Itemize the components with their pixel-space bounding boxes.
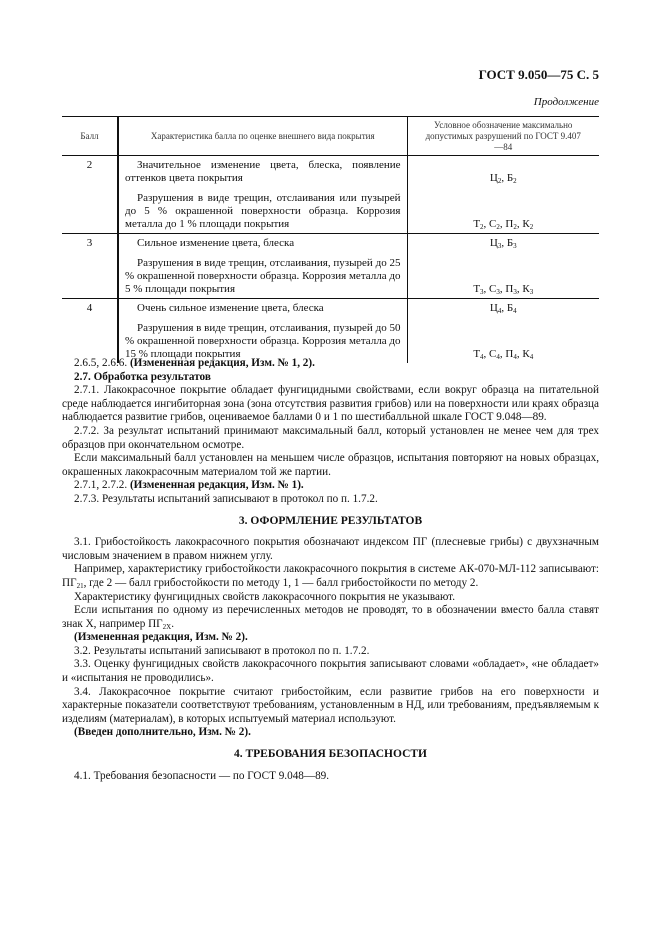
paragraph: 2.7.2. За результат испытаний принимают максимальный балл, который установлен не менее чем для трех образцов при окончательном осмотре.: [62, 424, 599, 451]
paragraph: Если испытания по одному из перечисленных методов не проводят, то в обозначении вместо балла ставят знак X, например $ПГ_{2X}$.: [62, 604, 599, 631]
paragraph: 3.1. Грибостойкость лакокрасочного покрытия обозначают индексом ПГ (плесневые грибы) с двухзначным числовым значением в правом нижнем углу.: [62, 536, 599, 562]
score-table: [62, 116, 599, 363]
paragraph: 2.6.5, 2.6.6. (Измененная редакция, Изм. № 1, 2).: [74, 357, 315, 369]
designation: $П_2$: [505, 218, 517, 231]
paragraph: Если максимальный балл установлен на меньшем числе образцов, испытания повторяют на новых образцах, окрашенных лакокрасочным материалом той же партии.: [62, 452, 599, 478]
table-row: [62, 299, 599, 364]
table-row: [62, 234, 599, 299]
paragraph: Например, характеристику грибостойкости лакокрасочного покрытия в системе АК-070-МЛ-112 записывают: $ПГ_{21}$, где 2 — балл грибостойкости по методу 1, 1 — балл грибостойкости по методу 2.: [62, 563, 599, 590]
designation-cell: $Ц_3$, $Б_3$ $Т_3$, $С_3$, $П_3$, $К_3$: [407, 234, 599, 299]
description-cell: Очень сильное изменение цвета, блеска Разрушения в виде трещин, отслаивания, пузырей до 50 % окрашенной поверхности образца. Коррозия металла до 15 % площади покрытия: [125, 302, 401, 360]
designation: $К_4$: [522, 348, 534, 361]
section-heading-2-7: 2.7. Обработка результатов: [74, 370, 211, 383]
section-heading-4: 4. ТРЕБОВАНИЯ БЕЗОПАСНОСТИ: [233, 748, 428, 761]
paragraph: 3.3. Оценку фунгицидных свойств лакокрасочного покрытия записывают словами «обладает», «не обладает» и «испытания не проводились».: [62, 658, 599, 685]
col-header-description: Характеристика балла по оценке внешнего вида покрытия: [118, 117, 407, 156]
amendment-note: (Введен дополнительно, Изм. № 2).: [74, 726, 251, 739]
designation: $Б_4$: [506, 302, 517, 315]
designation: $П_3$: [505, 283, 517, 296]
description-cell: Сильное изменение цвета, блеска Разрушения в виде трещин, отслаивания, пузырей до 25 % окрашенной поверхности образца. Коррозия металла до 5 % площади покрытия: [125, 237, 401, 295]
score-cell: 2: [62, 156, 118, 234]
designation: $Ц_3$: [489, 237, 502, 250]
score-cell: 4: [62, 299, 118, 364]
amendment-note: (Измененная редакция, Изм. № 2).: [74, 631, 248, 644]
description-cell: Значительное изменение цвета, блеска, появление оттенков цвета покрытия Разрушения в виде трещин, отслаивания или пузырей до 5 % окрашенной поверхности образца. Коррозия металла до 1 % площади покрытия: [125, 159, 401, 230]
page-header: ГОСТ 9.050—75 С. 5: [478, 67, 599, 82]
paragraph: 3.2. Результаты испытаний записывают в протокол по п. 1.7.2.: [74, 644, 370, 657]
paragraph: 3.4. Лакокрасочное покрытие считают грибостойким, если развитие грибов на его поверхности и характерные показатели соответствуют требованиям, установленным в НД, или требованиям, предъявляемым к изделиям (материалам), в которых испытуемый материал используют.: [62, 685, 599, 725]
designation: $Т_4$: [473, 348, 484, 361]
designation: $С_3$: [489, 283, 500, 296]
designation: $С_2$: [489, 218, 500, 231]
designation: $П_4$: [505, 348, 517, 361]
score-cell: 3: [62, 234, 118, 299]
paragraph: 2.7.1. Лакокрасочное покрытие обладает фунгицидными свойствами, если вокруг образца на питательной среде наблюдается ингибиторная зона (зона отсутствия развития грибов) или на поверхности или краях образца наблюдается развитие грибов, оцениваемое баллами 0 и 1 по шестибалльной шкале ГОСТ 9.048—89.: [62, 384, 599, 424]
designation: $Б_3$: [506, 237, 517, 250]
paragraph: 2.7.3. Результаты испытаний записывают в протокол по п. 1.7.2.: [74, 492, 378, 505]
designation-cell: $Ц_2$, $Б_2$ $Т_2$, $С_2$, $П_2$, $К_2$: [407, 156, 599, 234]
designation: $Т_3$: [473, 283, 484, 296]
designation: $Б_2$: [506, 172, 517, 185]
designation: $С_4$: [489, 348, 500, 361]
designation-cell: $Ц_4$, $Б_4$ $Т_4$, $С_4$, $П_4$, $К_4$: [407, 299, 599, 364]
designation: $Ц_4$: [489, 302, 502, 315]
document-body: [62, 357, 599, 783]
section-heading-3: 3. ОФОРМЛЕНИЕ РЕЗУЛЬТАТОВ: [238, 514, 423, 527]
continuation-label: Продолжение: [533, 96, 599, 108]
designation: $Ц_2$: [489, 172, 502, 185]
col-header-score: Балл: [62, 117, 118, 156]
designation: $Т_2$: [473, 218, 484, 231]
paragraph: 4.1. Требования безопасности — по ГОСТ 9.048—89.: [74, 769, 330, 782]
paragraph: Характеристику фунгицидных свойств лакокрасочного покрытия не указывают.: [74, 590, 455, 603]
col-header-designation: Условное обозначение максимально допустимых разрушений по ГОСТ 9.407—84: [407, 117, 599, 156]
designation: $К_3$: [522, 283, 534, 296]
paragraph: 2.7.1, 2.7.2. (Измененная редакция, Изм. № 1).: [74, 479, 304, 492]
designation: $К_2$: [522, 218, 534, 231]
table-row: [62, 156, 599, 234]
